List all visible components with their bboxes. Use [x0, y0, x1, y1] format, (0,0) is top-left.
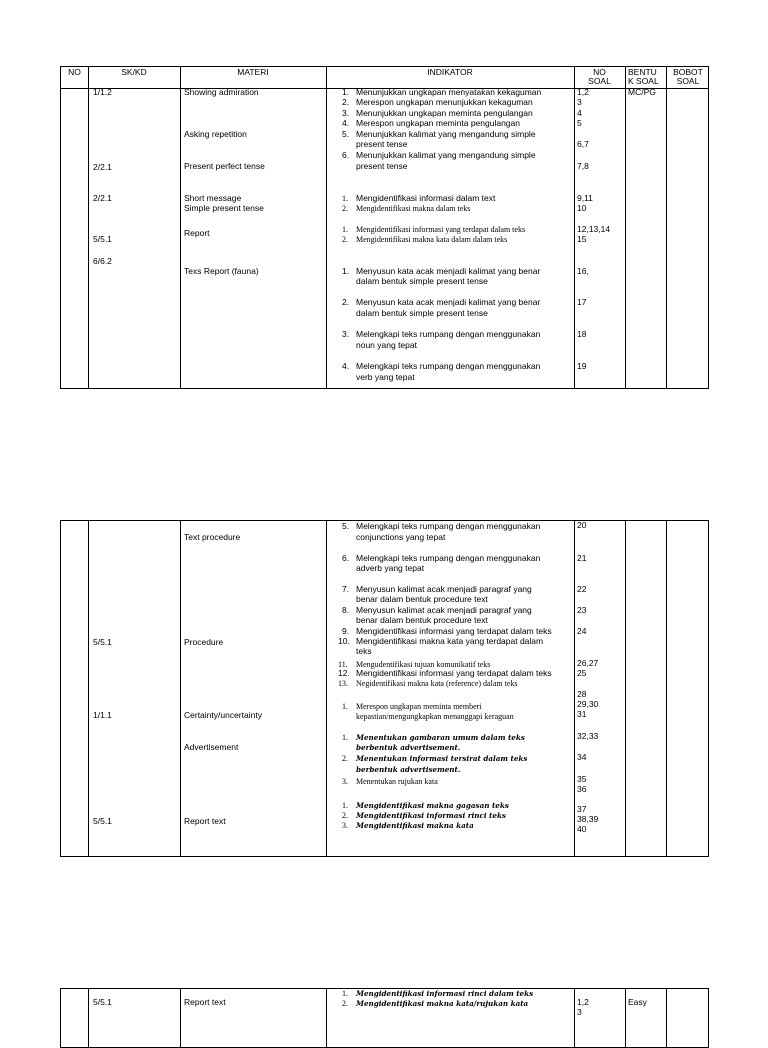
indikator-text: Menyusun kalimat acak menjadi paragraf yang — [356, 605, 532, 615]
indikator-number: 4. — [342, 361, 350, 371]
indikator-text: Melengkapi teks rumpang dengan menggunakan — [356, 521, 541, 531]
no-soal-cell: 3 — [577, 97, 582, 107]
indikator-number: 9. — [342, 626, 350, 636]
indikator-text: teks — [356, 646, 372, 656]
indikator-text: Mengidentifikasi makna kata yang terdapat dalam — [356, 636, 544, 646]
table-3 — [60, 988, 709, 1048]
indikator-number: 4. — [342, 118, 350, 128]
header-bobot-soal: SOAL — [676, 76, 700, 86]
no-soal-cell: 1,2 — [577, 87, 589, 97]
skkd-cell: 5/5.1 — [93, 234, 112, 244]
no-soal-cell: 37 — [577, 804, 587, 814]
indikator-number: 3. — [342, 821, 348, 830]
indikator-text: berbentuk advertisement. — [356, 743, 461, 752]
materi-cell: Short message — [184, 193, 242, 203]
skkd-cell: 5/5.1 — [93, 816, 112, 826]
indikator-text: benar dalam bentuk procedure text — [356, 594, 488, 604]
indikator-text: Mengidentifikasi informasi dalam text — [356, 193, 496, 203]
indikator-text: Menentukan gambaran umum dalam teks — [356, 733, 525, 742]
header-bobot-soal: BOBOT — [673, 67, 703, 77]
indikator-text: Melengkapi teks rumpang dengan menggunakan — [356, 329, 541, 339]
indikator-number: 1. — [342, 733, 348, 742]
skkd-cell: 5/5.1 — [93, 997, 112, 1007]
indikator-text: Menunjukkan kalimat yang mengandung simple — [356, 129, 536, 139]
indikator-text: Mengidentifikasi makna kata dalam dalam teks — [356, 235, 508, 244]
no-soal-cell: 38,39 — [577, 814, 599, 824]
materi-cell: Simple present tense — [184, 203, 264, 213]
indikator-text: Merespon ungkapan meminta pengulangan — [356, 118, 520, 128]
no-soal-cell: 40 — [577, 824, 587, 834]
no-soal-cell: 6,7 — [577, 139, 589, 149]
no-soal-cell: 5 — [577, 118, 582, 128]
indikator-text: present tense — [356, 139, 408, 149]
indikator-number: 10. — [338, 636, 350, 646]
header-bentuk-soal: K SOAL — [628, 76, 659, 86]
indikator-text: Melengkapi teks rumpang dengan menggunakan — [356, 553, 541, 563]
no-soal-cell: 1,2 — [577, 997, 589, 1007]
indikator-text: dalam bentuk simple present tense — [356, 308, 488, 318]
indikator-text: Mengidentifikasi makna gagasan teks — [356, 801, 509, 810]
indikator-text: Menyusun kata acak menjadi kalimat yang benar — [356, 266, 541, 276]
skkd-cell: 2/2.1 — [93, 162, 112, 172]
no-soal-cell: 15 — [577, 234, 587, 244]
indikator-text: noun yang tepat — [356, 340, 417, 350]
indikator-number: 3. — [342, 329, 350, 339]
indikator-text: Negidentifikasi makna kata (reference) dalam teks — [356, 679, 518, 688]
indikator-text: Menyusun kata acak menjadi kalimat yang benar — [356, 297, 541, 307]
materi-cell: Procedure — [184, 637, 224, 647]
no-soal-cell: 31 — [577, 709, 587, 719]
indikator-number: 1. — [342, 266, 350, 276]
indikator-number: 2. — [342, 754, 348, 763]
indikator-text: Menentukan informasi tersirat dalam teks — [356, 754, 528, 763]
skkd-cell: 5/5.1 — [93, 637, 112, 647]
indikator-text: adverb yang tepat — [356, 563, 425, 573]
indikator-text: Mengidentifikasi makna kata — [356, 821, 474, 830]
no-soal-cell: 10 — [577, 203, 587, 213]
indikator-text: Merespon ungkapan meminta memberi — [356, 702, 482, 711]
indikator-number: 2. — [342, 811, 348, 820]
indikator-text: Melengkapi teks rumpang dengan menggunakan — [356, 361, 541, 371]
indikator-text: Mengidentifikasi informasi rinci teks — [356, 811, 506, 820]
no-soal-cell: 29,30 — [577, 699, 599, 709]
header-bentuk-soal: BENTU — [628, 67, 657, 77]
materi-cell: Certainty/uncertainty — [184, 710, 262, 720]
no-soal-cell: 23 — [577, 605, 587, 615]
bentuk-soal-cell: MC/PG — [628, 87, 656, 97]
indikator-text: verb yang tepat — [356, 372, 415, 382]
header-skkd: SK/KD — [121, 67, 147, 77]
indikator-text: Mengidentifikasi informasi yang terdapat dalam teks — [356, 626, 552, 636]
indikator-number: 7. — [342, 584, 350, 594]
materi-cell: Texs Report (fauna) — [184, 266, 259, 276]
no-soal-cell: 22 — [577, 584, 587, 594]
indikator-number: 1. — [342, 87, 350, 97]
indikator-text: Merespon ungkapan menunjukkan kekaguman — [356, 97, 533, 107]
header-no-soal: NO — [593, 67, 606, 77]
indikator-number: 6. — [342, 150, 350, 160]
indikator-text: Menyusun kalimat acak menjadi paragraf yang — [356, 584, 532, 594]
indikator-text: Menunjukkan ungkapan menyatakan kekaguman — [356, 87, 542, 97]
no-soal-cell: 4 — [577, 108, 582, 118]
no-soal-cell: 9,11 — [577, 193, 593, 203]
indikator-number: 1. — [342, 702, 348, 711]
indikator-text: Mengidentifikasi informasi yang terdapat dalam teks — [356, 225, 526, 234]
indikator-text: present tense — [356, 161, 408, 171]
no-soal-cell: 21 — [577, 553, 587, 563]
indikator-text: dalam bentuk simple present tense — [356, 276, 488, 286]
skkd-cell: 6/6.2 — [93, 256, 112, 266]
no-soal-cell: 20 — [577, 520, 587, 530]
indikator-number: 2. — [342, 235, 348, 244]
indikator-text: kepastian/mengungkapkan menanggapi keraguan — [356, 712, 514, 721]
header-no-soal: SOAL — [588, 76, 611, 86]
no-soal-cell: 28 — [577, 689, 587, 699]
indikator-number: 2. — [342, 999, 348, 1008]
no-soal-cell: 34 — [577, 752, 587, 762]
no-soal-cell: 35 — [577, 774, 587, 784]
skkd-cell: 2/2.1 — [93, 193, 112, 203]
skkd-cell: 1/1.2 — [93, 87, 112, 97]
no-soal-cell: 26,27 — [577, 658, 599, 668]
indikator-number: 3. — [342, 108, 350, 118]
skkd-cell: 1/1.1 — [93, 710, 112, 720]
no-soal-cell: 7,8 — [577, 161, 589, 171]
indikator-text: Mengidentifikasi informasi rinci dalam teks — [356, 989, 534, 998]
no-soal-cell: 12,13,14 — [577, 224, 611, 234]
indikator-text: Menunjukkan ungkapan meminta pengulangan — [356, 108, 533, 118]
indikator-number: 11. — [338, 660, 348, 669]
materi-cell: Text procedure — [184, 532, 241, 542]
indikator-text: Menunjukkan kalimat yang mengandung simple — [356, 150, 536, 160]
indikator-number: 5. — [342, 521, 350, 531]
no-soal-cell: 3 — [577, 1007, 582, 1017]
indikator-number: 5. — [342, 129, 350, 139]
indikator-number: 1. — [342, 801, 348, 810]
indikator-number: 6. — [342, 553, 350, 563]
no-soal-cell: 32,33 — [577, 731, 599, 741]
materi-cell: Report text — [184, 816, 226, 826]
indikator-text: Mengidentifikasi informasi yang terdapat dalam teks — [356, 668, 552, 678]
no-soal-cell: 25 — [577, 668, 587, 678]
indikator-number: 13. — [338, 679, 348, 688]
indikator-text: Mengidentifikasi makna kata/rujukan kata — [356, 999, 529, 1008]
indikator-text: benar dalam bentuk procedure text — [356, 615, 488, 625]
indikator-number: 12. — [338, 668, 350, 678]
indikator-number: 1. — [342, 194, 348, 203]
indikator-number: 3. — [342, 777, 348, 786]
table-1 — [60, 66, 709, 389]
indikator-number: 2. — [342, 97, 350, 107]
indikator-text: conjunctions yang tepat — [356, 532, 446, 542]
indikator-text: berbentuk advertisement. — [356, 765, 461, 774]
table-2 — [60, 520, 709, 857]
no-soal-cell: 19 — [577, 361, 587, 371]
no-soal-cell: 24 — [577, 626, 587, 636]
bentuk-soal-cell: Easy — [628, 997, 647, 1007]
materi-cell: Report — [184, 228, 210, 238]
indikator-text: Mengudentifikasi tujuan komunikatif teks — [356, 660, 491, 669]
no-soal-cell: 16, — [577, 266, 589, 276]
indikator-number: 1. — [342, 225, 348, 234]
no-soal-cell: 36 — [577, 784, 587, 794]
materi-cell: Report text — [184, 997, 226, 1007]
indikator-number: 8. — [342, 605, 350, 615]
header-no: NO — [68, 67, 81, 77]
materi-cell: Present perfect tense — [184, 161, 265, 171]
header-indikator: INDIKATOR — [427, 67, 473, 77]
indikator-text: Mengidentifikasi makna dalam teks — [356, 204, 471, 213]
indikator-number: 2. — [342, 297, 350, 307]
no-soal-cell: 17 — [577, 297, 587, 307]
materi-cell: Showing admiration — [184, 87, 259, 97]
indikator-text: Menentukan rujukan kata — [356, 777, 438, 786]
no-soal-cell: 18 — [577, 329, 587, 339]
indikator-number: 2. — [342, 204, 348, 213]
indikator-number: 1. — [342, 989, 348, 998]
header-materi: MATERI — [237, 67, 269, 77]
materi-cell: Advertisement — [184, 742, 239, 752]
materi-cell: Asking repetition — [184, 129, 247, 139]
